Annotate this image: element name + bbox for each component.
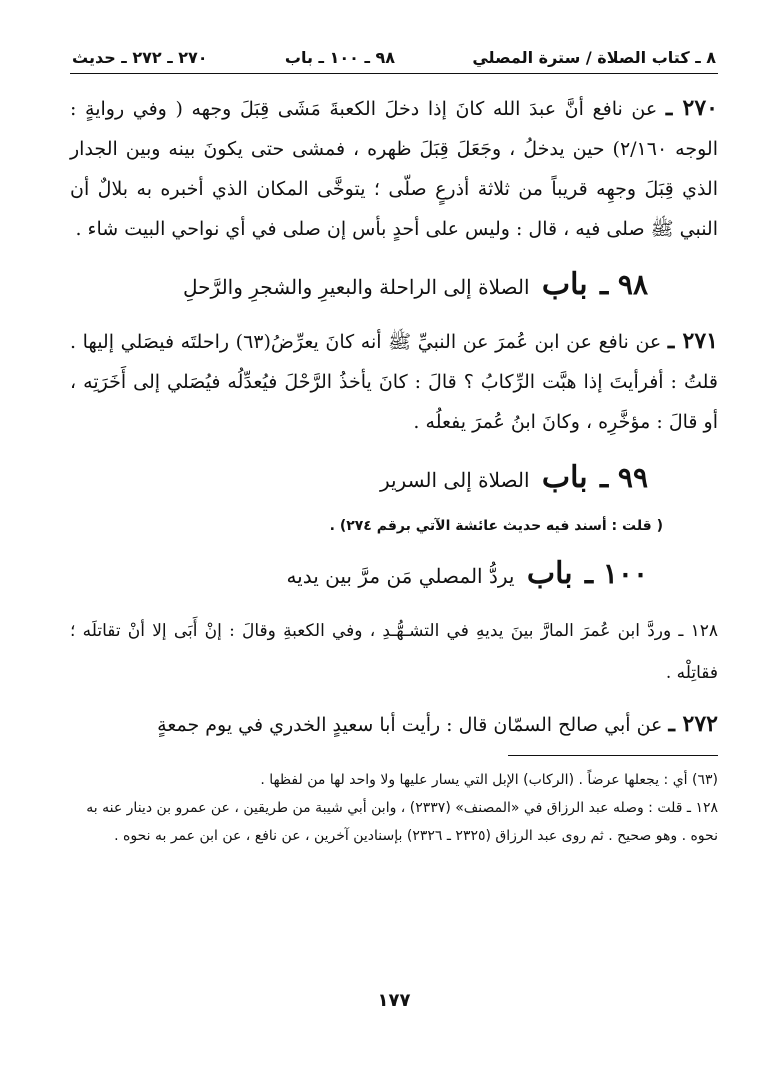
footnote-rule <box>508 755 718 756</box>
hadith-270 <box>70 88 718 249</box>
running-header <box>70 48 718 73</box>
hadith-text: عن نافع عن ابن عُمرَ عن النبيِّ ﷺ أنه كانَ يعرِّضُ(٦٣) راحلتَه فيصَلي إليها . قلتُ : أفرأيتَ إذا هبَّت الرِّكابُ ؟ قالَ : كانَ يأخذُ الرَّحْلَ فيُعدِّلُه فيُصَلي إلى أَخَرَتِه ، أو قالَ : مؤخَّرِه ، وكانَ ابنُ عُمرَ يفعلُه . <box>70 331 718 433</box>
footnote-128: ١٢٨ ـ قلت : وصله عبد الرزاق في «المصنف» (٢٣٣٧) ، وابن أبي شيبة من طريقين ، عن عمرو بن دينار عنه به نحوه . وهو صحيح . ثم روى عبد الرزاق (٢٣٢٥ ـ ٢٣٢٦) بإسنادين آخرين ، عن نافع ، عن ابن عمر به نحوه . <box>86 800 718 844</box>
header-rule <box>70 73 718 74</box>
hadith-number: ٢٧٠ ـ <box>665 95 718 121</box>
chapter-bab-word: باب <box>526 556 573 591</box>
header-hadith-range: ٢٧٠ ـ ٢٧٢ ـ حديث <box>72 48 208 67</box>
chapter-title: الصلاة إلى السرير <box>379 468 530 492</box>
chapter-99-heading <box>70 456 648 502</box>
hadith-number: ٢٧١ ـ <box>667 328 718 354</box>
hadith-272 <box>70 704 718 745</box>
athar-128: ١٢٨ ـ وردَّ ابن عُمرَ المارَّ بينَ يديهِ في التشـهُّـدِ ، وفي الكعبةِ وقالَ : إنْ أَبَى إلا أنْ تقاتلَه ؛ فقاتِلْه . <box>70 621 718 683</box>
footnote-63: (٦٣) أي : يجعلها عرضاً . (الركاب) الإبل التي يسار عليها ولا واحد لها من لفظها . <box>260 772 718 788</box>
header-chapter-range: ٩٨ ـ ١٠٠ ـ باب <box>284 48 396 67</box>
hadith-text: عن أبي صالح السمّان قال : رأيت أبا سعيدٍ الخدري في يوم جمعةٍ <box>157 714 663 736</box>
chapter-bab-word: باب <box>541 460 588 495</box>
header-book-title: ٨ ـ كتاب الصلاة / سترة المصلي <box>472 48 716 67</box>
hadith-number: ٢٧٢ ـ <box>668 711 718 737</box>
page-number: ١٧٧ <box>377 990 411 1011</box>
chapter-98-heading <box>70 263 648 309</box>
editor-note: ( قلت : أسند فيه حديث عائشة الآتي برقم ٢٧٤) . <box>329 518 663 534</box>
chapter-number: ١٠٠ ـ <box>584 557 648 590</box>
chapter-number: ٩٨ ـ <box>599 268 648 301</box>
chapter-number: ٩٩ ـ <box>599 461 648 494</box>
hadith-text: عن نافع أنَّ عبدَ الله كانَ إذا دخلَ الكعبةَ مَشَى قِبَلَ وجهه ( وفي روايةٍ : الوجه ٢/١٦٠) حين يدخلُ ، وجَعَلَ قِبَلَ ظهره ، فمشى حتى يكونَ بينه وبين الجدار الذي قِبَلَ وجهِه قريباً من ثلاثة أذرعٍ صلّى ؛ يتوخَّى المكان الذي أخبره به بلالٌ أن النبي ﷺ صلى فيه ، قال : وليس على أحدٍ بأس إن صلى في أي نواحي البيت شاء . <box>70 98 718 240</box>
chapter-bab-word: باب <box>541 267 588 302</box>
footnotes <box>70 766 718 850</box>
book-page <box>70 48 718 1058</box>
chapter-title: يردُّ المصلي مَن مرَّ بين يديه <box>286 564 515 588</box>
chapter-100-heading <box>70 552 648 598</box>
chapter-title: الصلاة إلى الراحلة والبعيرِ والشجرِ والرَّحلِ <box>183 275 530 299</box>
hadith-271 <box>70 321 718 442</box>
